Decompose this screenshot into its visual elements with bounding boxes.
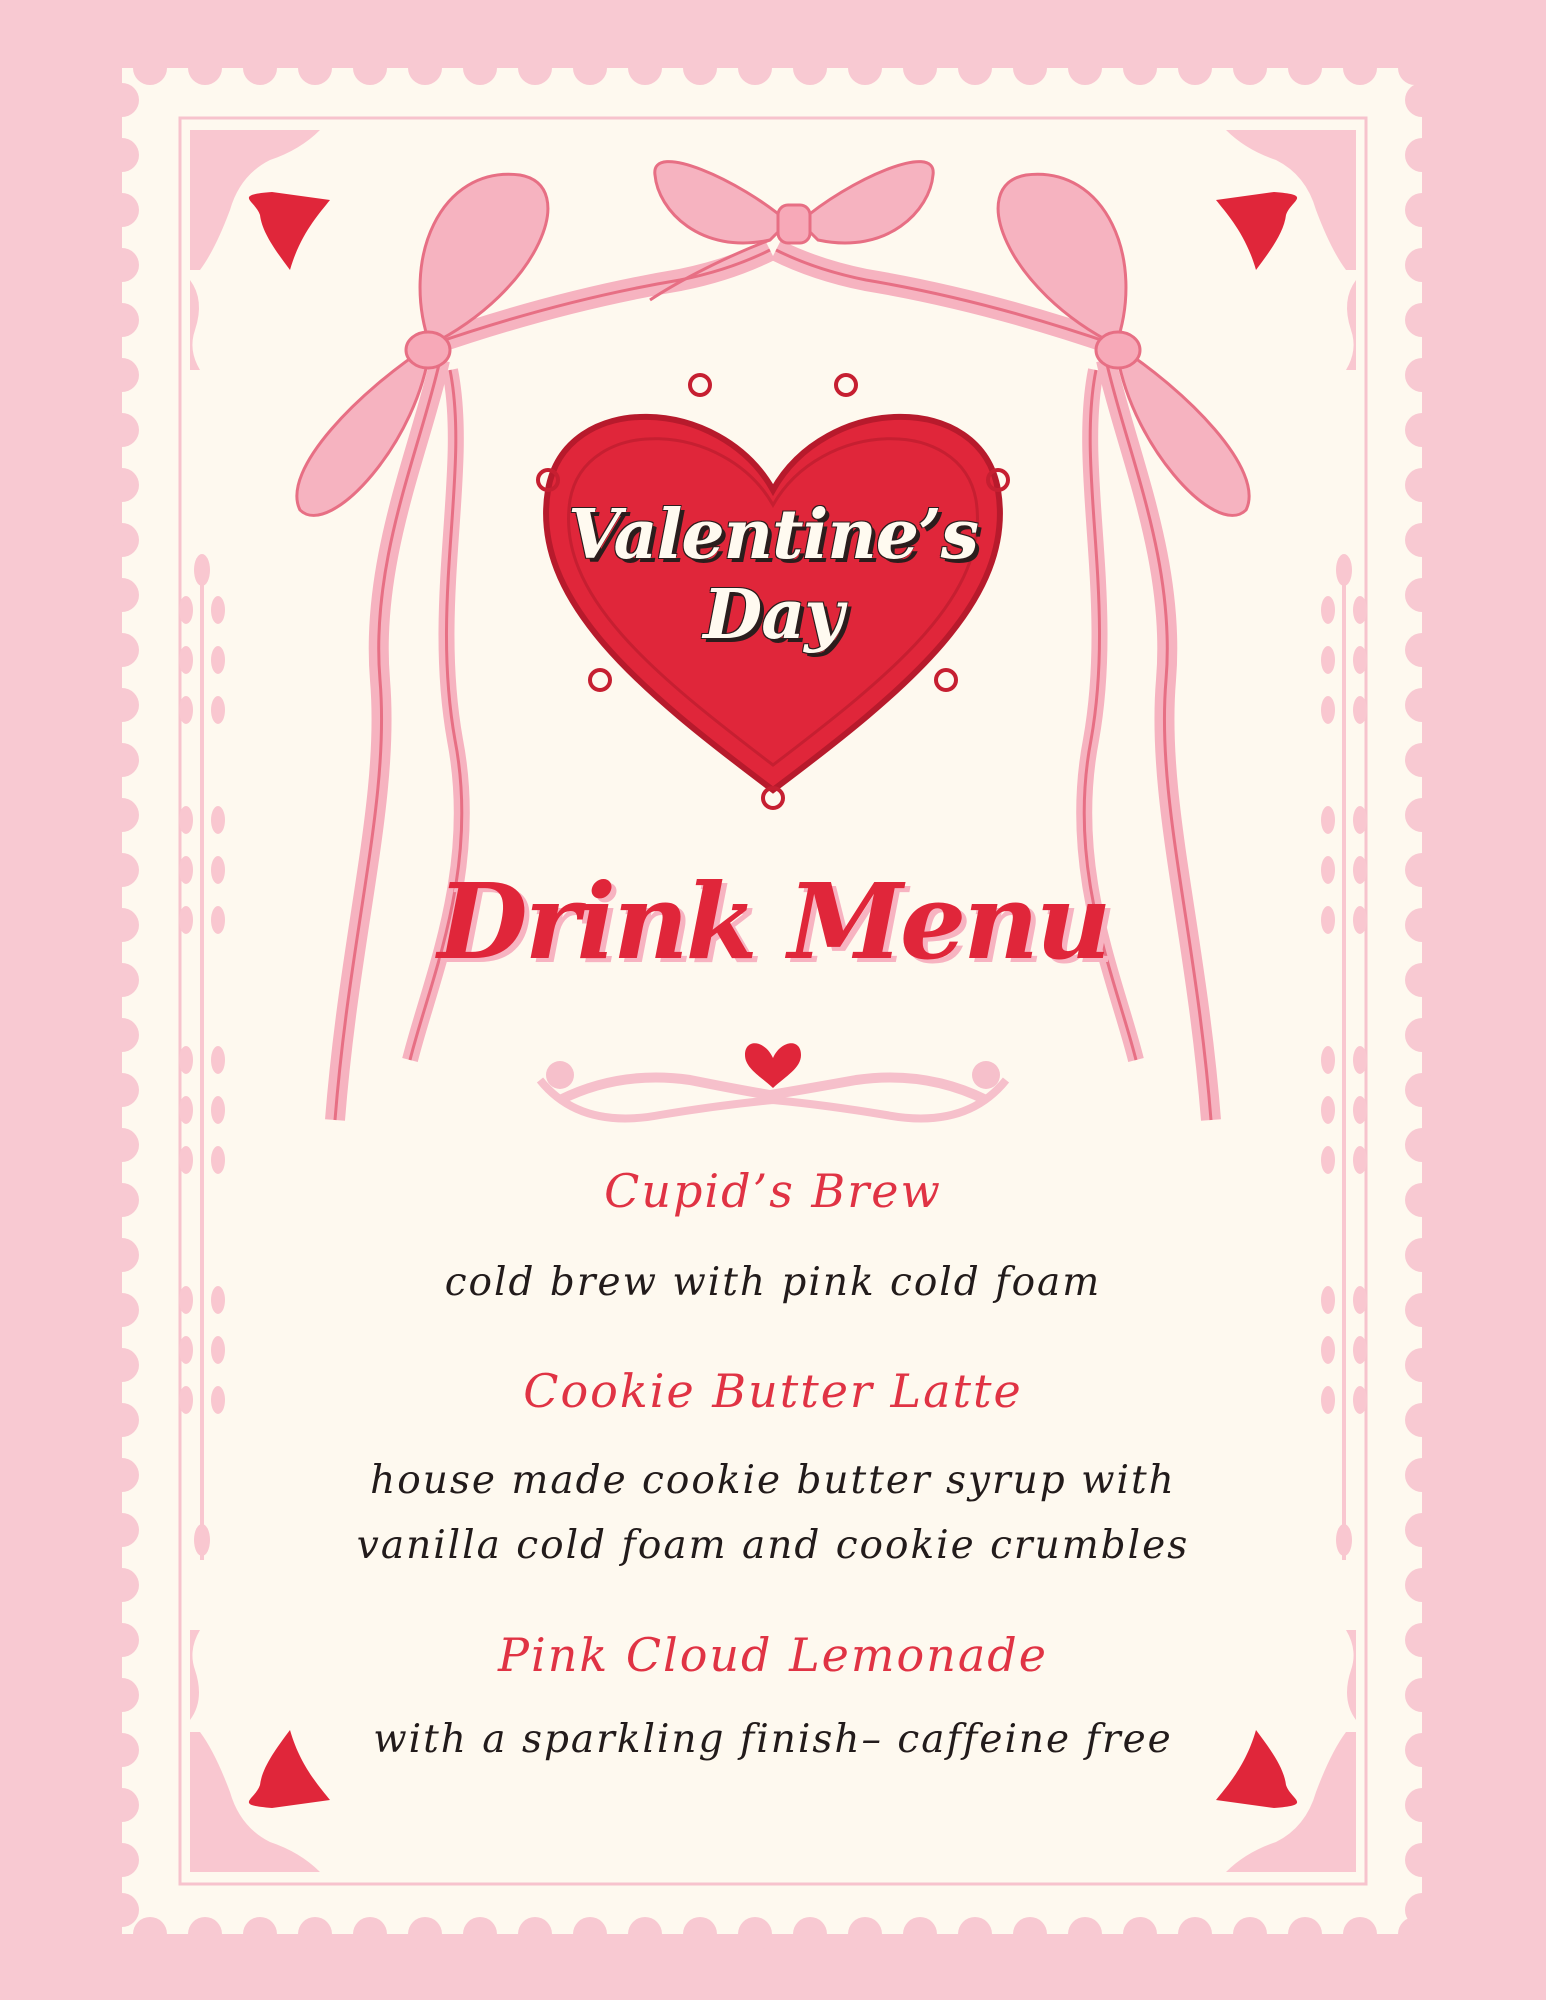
menu-item-name: Cupid’s Brew [604, 1164, 942, 1218]
drink-menu-title: Drink Menu [437, 860, 1109, 983]
menu-item-description: cold brew with pink cold foam [444, 1260, 1102, 1305]
menu-item-name: Cookie Butter Latte [523, 1364, 1023, 1418]
menu-item-name: Pink Cloud Lemonade [498, 1628, 1048, 1682]
valentines-day-title [0, 495, 1546, 655]
title-line-2: Day [703, 575, 843, 655]
menu-item-description: with a sparkling finish– caffeine free [373, 1717, 1173, 1762]
menu-item-description: vanilla cold foam and cookie crumbles [356, 1523, 1190, 1568]
title-line-1: Valentine’s [567, 495, 978, 575]
menu-item-description: house made cookie butter syrup with [370, 1458, 1176, 1503]
